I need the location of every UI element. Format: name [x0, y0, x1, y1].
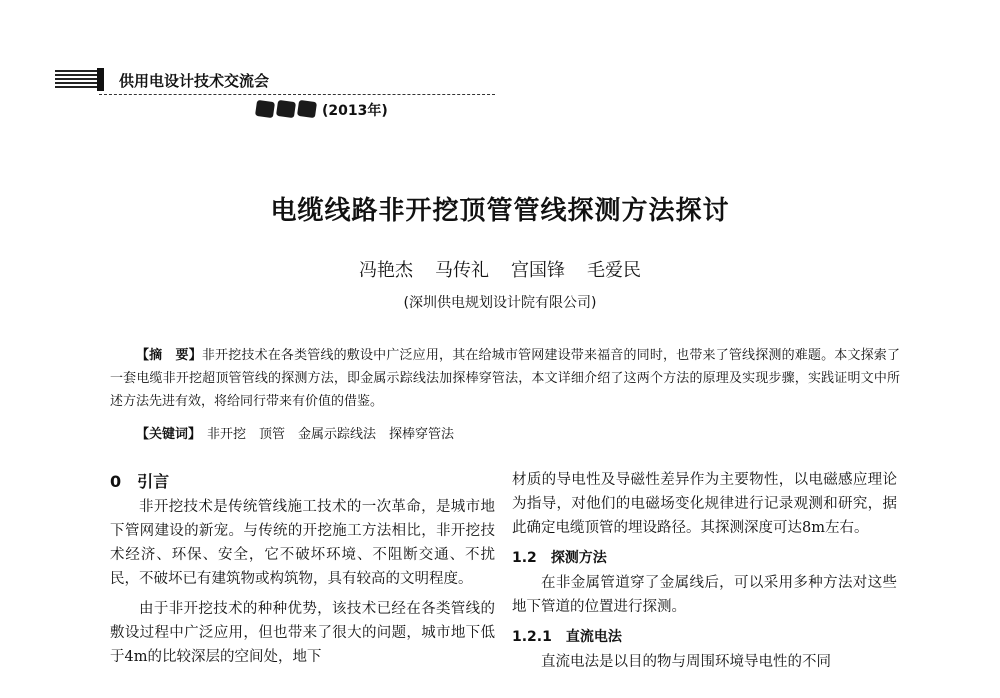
- conference-logo-icon: [256, 101, 316, 117]
- author: 马传礼: [435, 260, 489, 281]
- abstract: [110, 344, 900, 413]
- keywords-text: 非开挖 顶管 金属示踪线法 探棒穿管法: [207, 427, 455, 442]
- subsection-number: 1.2.1: [512, 629, 552, 645]
- section-title: 引言: [137, 472, 170, 491]
- abstract-label: 【摘 要】: [136, 348, 202, 363]
- header-block-icon: [97, 68, 104, 91]
- abstract-text: 非开挖技术在各类管线的敷设中广泛应用，其在给城市管网建设带来福音的同时，也带来了管线探测的难题。本文探索了一套电缆非开挖超顶管管线的探测方法，即金属示踪线法加探棒穿管法，本文详细介绍了这两个方法的原理及实现步骤，实践证明文中所述方法先进有效，将给同行带来有价值的借鉴。: [110, 348, 900, 409]
- journal-year: (2013年): [322, 103, 388, 119]
- paragraph: 材质的导电性及导磁性差异作为主要物性，以电磁感应理论为指导，对他们的电磁场变化规律进行记录观测和研究，据此确定电缆顶管的埋设路径。其探测深度可达8m左右。: [512, 472, 897, 536]
- header-stripes-icon: [55, 70, 97, 90]
- paper-title: 电缆线路非开挖顶管管线探测方法探讨: [270, 196, 730, 226]
- subsection-title: 探测方法: [550, 550, 607, 566]
- author: 宫国锋: [511, 260, 565, 281]
- left-column: [110, 468, 495, 675]
- header-rule: [99, 94, 495, 95]
- subsection-number: 1.2: [512, 550, 537, 566]
- subsection-heading: [512, 625, 897, 650]
- paragraph: 由于非开挖技术的种种优势，该技术已经在各类管线的敷设过程中广泛应用，但也带来了很大的问题，城市地下低于4m的比较深层的空间处，地下: [110, 601, 495, 665]
- right-column: [512, 468, 897, 680]
- author: 毛爱民: [587, 260, 641, 281]
- subsection-title: 直流电法: [565, 629, 622, 645]
- keywords: [136, 423, 454, 442]
- subsection-heading: [512, 546, 897, 571]
- section-heading: [110, 468, 495, 495]
- affiliation: (深圳供电规划设计院有限公司): [403, 295, 597, 311]
- author: 冯艳杰: [359, 260, 413, 281]
- author-list: [0, 256, 1000, 282]
- paragraph: 直流电法是以目的物与周围环境导电性的不同: [541, 654, 831, 670]
- paragraph: 在非金属管道穿了金属线后，可以采用多种方法对这些地下管道的位置进行探测。: [512, 575, 897, 615]
- journal-title: 供用电设计技术交流会: [119, 72, 270, 90]
- paragraph: 非开挖技术是传统管线施工技术的一次革命，是城市地下管网建设的新宠。与传统的开挖施工方法相比，非开挖技术经济、环保、安全，它不破坏环境、不阻断交通、不扰民，不破坏已有建筑物或构筑物，具有较高的文明程度。: [110, 499, 495, 587]
- keywords-label: 【关键词】: [136, 427, 202, 442]
- section-number: 0: [110, 472, 122, 491]
